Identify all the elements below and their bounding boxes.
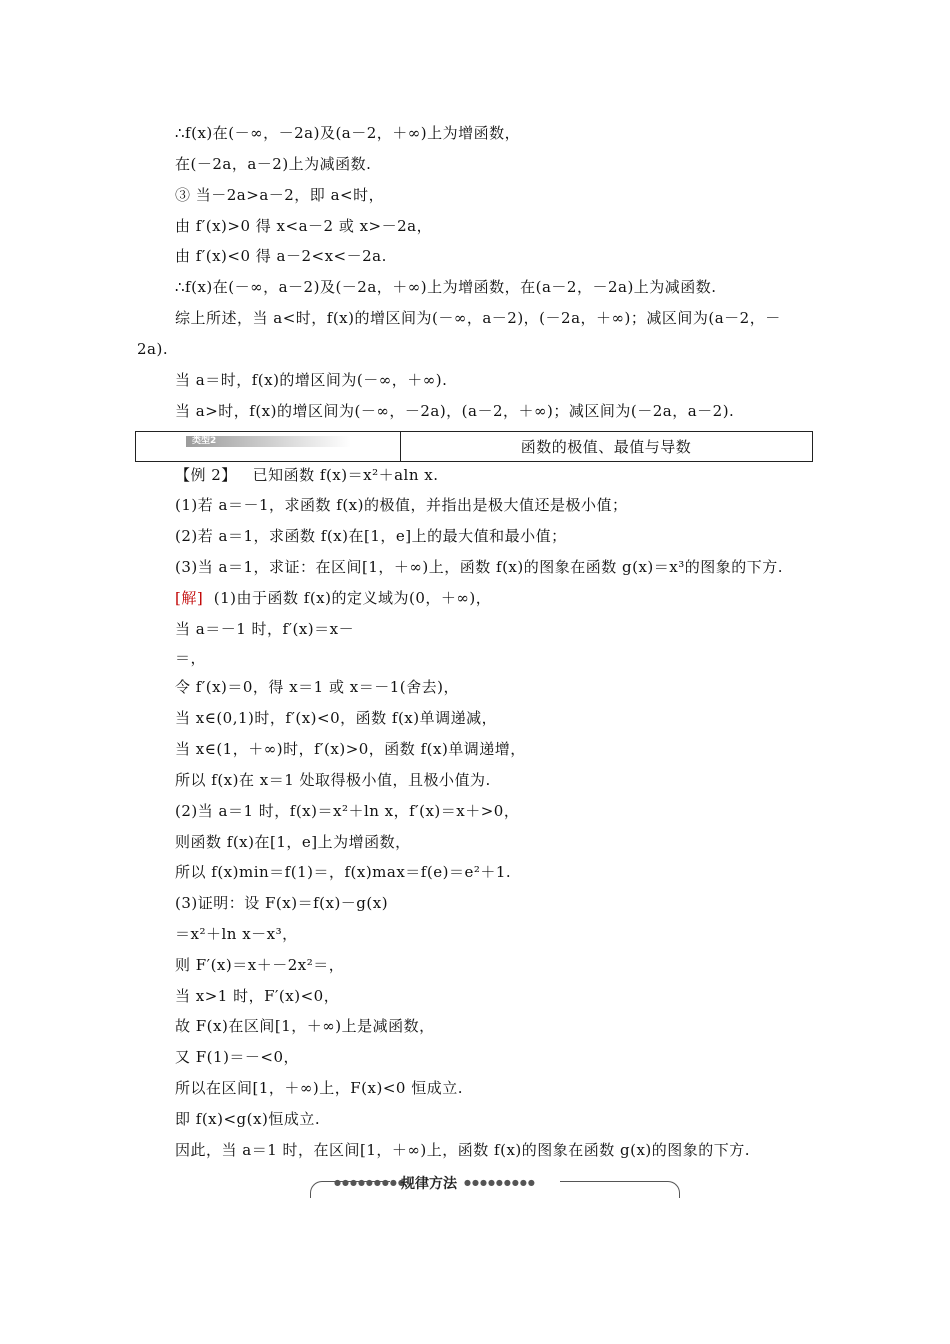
example-part: (1)若 a＝－1，求函数 f(x)的极值，并指出是极大值还是极小值； xyxy=(175,496,628,514)
solution-line: 又 F(1)＝－<0， xyxy=(175,1048,300,1066)
solution-line: 当 x∈(1，＋∞)时，f′(x)>0，函数 f(x)单调递增， xyxy=(175,740,526,758)
solution-line: 因此，当 a＝1 时，在区间[1，＋∞)上，函数 f(x)的图象在函数 g(x)的图象的下方. xyxy=(175,1141,751,1159)
solution-line: 则函数 f(x)在[1，e]上为增函数， xyxy=(175,833,411,851)
solution-line: 所以 f(x)在 x＝1 处取得极小值，且极小值为. xyxy=(175,771,491,789)
text-line: 当 a>时，f(x)的增区间为(－∞，－2a)，(a－2，＋∞)；减区间为(－2a，a－2). xyxy=(175,402,735,420)
method-banner xyxy=(310,1172,680,1198)
example-part: (3)当 a＝1，求证：在区间[1，＋∞)上，函数 f(x)的图象在函数 g(x)＝x³的图象的下方. xyxy=(175,558,784,576)
solution-first-line xyxy=(175,588,491,608)
solution-line: (3)证明：设 F(x)＝f(x)－g(x) xyxy=(175,894,389,912)
example-part: (2)若 a＝1，求函数 f(x)在[1，e]上的最大值和最小值； xyxy=(175,527,567,545)
solution-line: 所以在区间[1，＋∞)上，F(x)<0 恒成立. xyxy=(175,1079,463,1097)
text-line: 2a). xyxy=(137,340,169,358)
solution-line: 故 F(x)在区间[1，＋∞)上是减函数， xyxy=(175,1017,435,1035)
text-line: 综上所述，当 a<时，f(x)的增区间为(－∞，a－2)，(－2a，＋∞)；减区间为(a－2，－ xyxy=(175,309,781,327)
solution-line: 所以 f(x)min＝f(1)＝，f(x)max＝f(e)＝e²＋1. xyxy=(175,863,512,881)
section-title: 函数的极值、最值与导数 xyxy=(520,438,692,456)
solution-line: 即 f(x)<g(x)恒成立. xyxy=(175,1110,321,1128)
banner-arc-left xyxy=(310,1181,331,1198)
type-tag: 类型2 xyxy=(186,436,351,447)
example-heading xyxy=(175,465,438,485)
text-line: ∴f(x)在(－∞，－2a)及(a－2，＋∞)上为增函数， xyxy=(175,124,521,142)
banner-arc-right xyxy=(659,1181,680,1198)
text-line: ③ 当－2a>a－2，即 a<时， xyxy=(175,186,385,204)
example-label: 【例 2】 xyxy=(175,466,237,484)
text-line: 由 f′(x)<0 得 a－2<x<－2a. xyxy=(175,247,387,265)
section-header xyxy=(135,431,813,462)
banner-dots-left: ●●●●●●●●● xyxy=(334,1178,406,1187)
text-line: 当 a＝时，f(x)的增区间为(－∞，＋∞). xyxy=(175,371,448,389)
solution-line: 则 F′(x)＝x＋－2x²＝， xyxy=(175,956,345,974)
solution-line: ＝x²＋ln x－x³， xyxy=(175,925,298,943)
text-line: 由 f′(x)>0 得 x<a－2 或 x>－2a， xyxy=(175,217,433,235)
solution-line: 当 a＝－1 时，f′(x)＝x－ xyxy=(175,620,355,638)
solution-line: 令 f′(x)＝0，得 x＝1 或 x＝－1(舍去)， xyxy=(175,678,459,696)
solution-text: (1)由于函数 f(x)的定义域为(0，＋∞)， xyxy=(213,589,492,607)
solution-line: (2)当 a＝1 时，f(x)＝x²＋ln x，f′(x)＝x＋>0， xyxy=(175,802,520,820)
text-line: ∴f(x)在(－∞，a－2)及(－2a，＋∞)上为增函数，在(a－2，－2a)上为减函数. xyxy=(175,278,717,296)
method-label: 规律方法 xyxy=(401,1176,457,1192)
solution-line: 当 x>1 时，F′(x)<0， xyxy=(175,987,340,1005)
example-statement: 已知函数 f(x)＝x²＋aln x. xyxy=(252,466,439,484)
solution-line: 当 x∈(0,1)时，f′(x)<0，函数 f(x)单调递减， xyxy=(175,709,498,727)
solution-line: ＝， xyxy=(175,649,207,667)
text-line: 在(－2a，a－2)上为减函数. xyxy=(175,155,372,173)
banner-dots-right: ●●●●●●●●● xyxy=(464,1178,536,1187)
banner-rule-right xyxy=(560,1181,660,1182)
solution-label: [解] xyxy=(175,589,204,607)
